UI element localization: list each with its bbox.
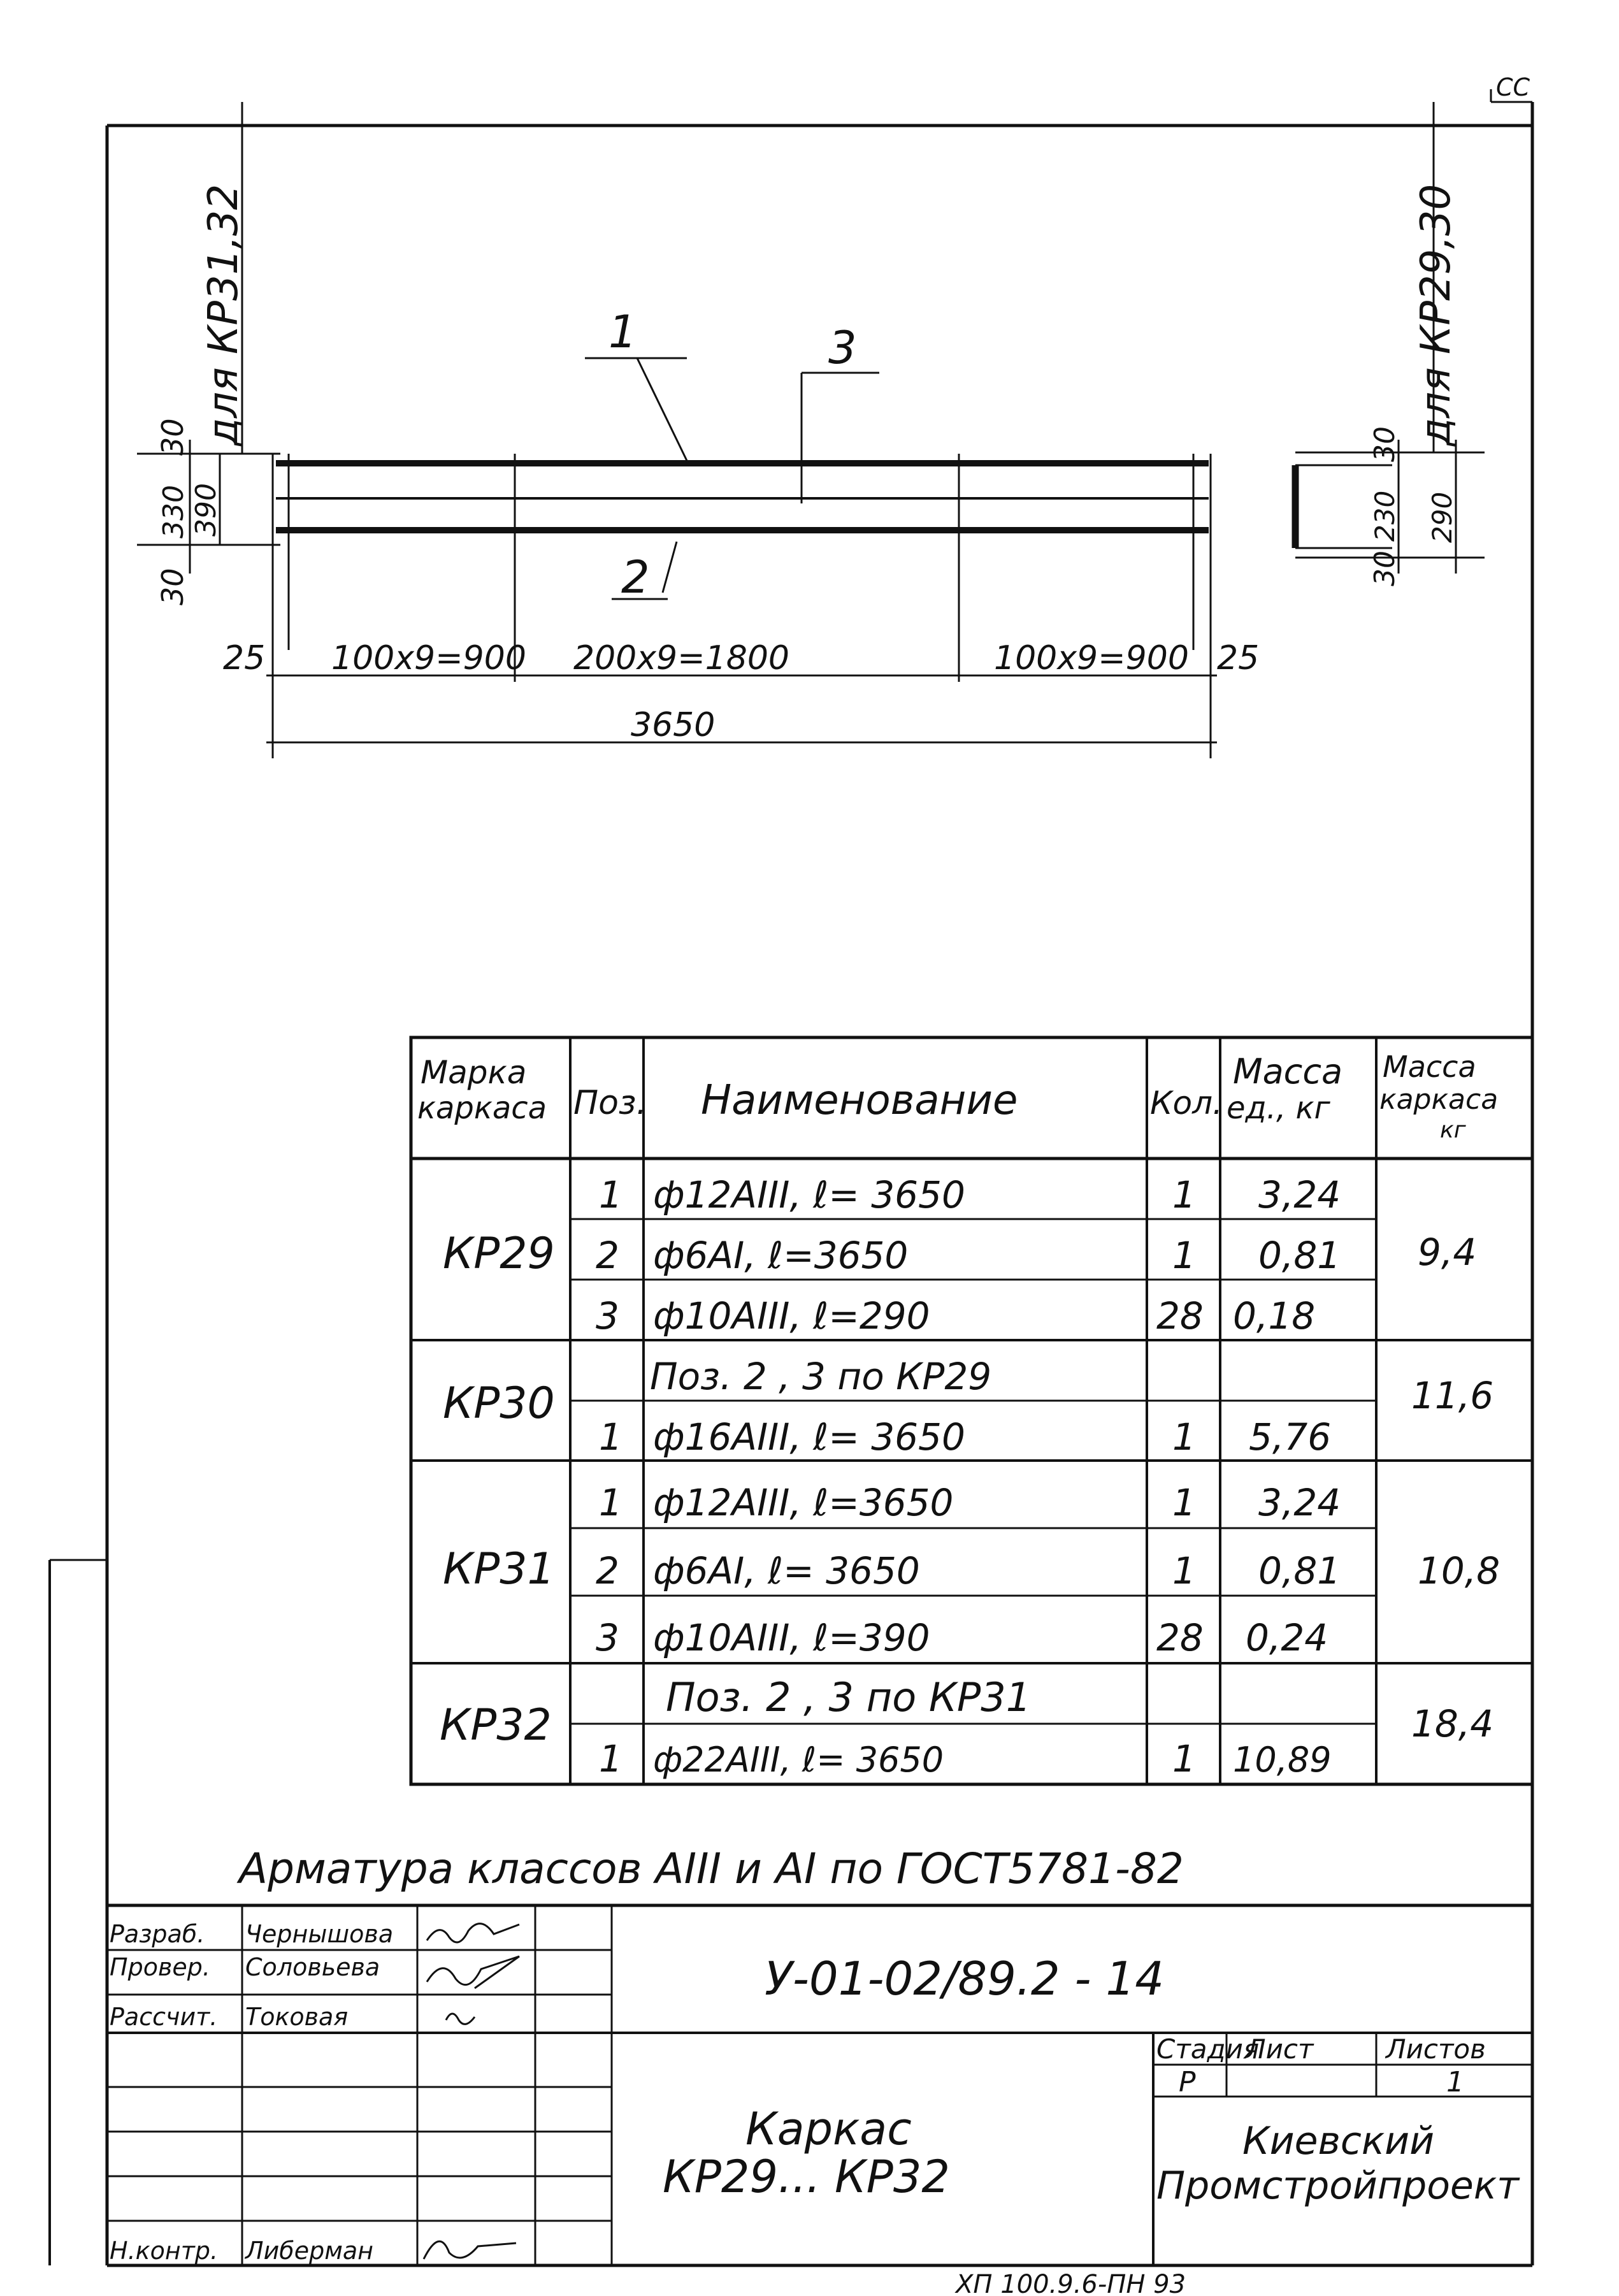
mark-kr29: КР29 [443, 1229, 555, 1279]
role-name: Чернышова [245, 1920, 394, 1948]
qty-cell: 1 [1172, 1234, 1196, 1277]
pos-cell: 3 [596, 1616, 619, 1659]
left-dim-30-top: 30 [155, 418, 190, 456]
mass-cell: 0,81 [1258, 1549, 1341, 1592]
pos-cell: 3 [596, 1294, 619, 1338]
footer-code: ХП 100.9.6-ПН 93 [956, 2270, 1186, 2296]
organization-line2: Промстройпроект [1156, 2163, 1520, 2208]
left-dim-390: 390 [190, 483, 222, 537]
title-line2: КР29... КР32 [663, 2151, 950, 2203]
role-name: Токовая [245, 2003, 349, 2031]
qty-cell: 28 [1156, 1616, 1204, 1659]
dim-25-right: 25 [1217, 639, 1260, 677]
mark-kr30: КР30 [443, 1378, 555, 1429]
total-mass-kr31: 10,8 [1418, 1549, 1500, 1592]
name-cell: ф16АIII, ℓ= 3650 [653, 1415, 965, 1459]
role-name: Либерман [245, 2237, 374, 2265]
mark-kr31: КР31 [443, 1544, 555, 1594]
stage-label: Стадия [1156, 2033, 1260, 2065]
header-frame-mass-line1: Масса [1383, 1050, 1476, 1084]
sheet-label: Лист [1246, 2033, 1314, 2065]
left-section-label: для КР31,32 [200, 184, 247, 446]
spec-table-lines [411, 1037, 1532, 1784]
reinforcement-note: Арматура классов АIII и АI по ГОСТ5781-82 [239, 1844, 1184, 1893]
right-section-label: для КР29,30 [1413, 184, 1460, 446]
qty-cell: 1 [1172, 1549, 1196, 1592]
document-code: У-01-02/89.2 - 14 [765, 1952, 1165, 2005]
dim-25-left: 25 [223, 639, 266, 677]
name-cell: ф12АIII, ℓ=3650 [653, 1481, 954, 1524]
header-frame-mass-line2: каркаса [1379, 1083, 1499, 1116]
role-label: Н.контр. [110, 2237, 219, 2265]
qty-cell: 28 [1156, 1294, 1204, 1338]
sheets-value: 1 [1446, 2066, 1464, 2098]
right-dim-30-top: 30 [1369, 426, 1401, 462]
pos-label-2: 2 [621, 551, 650, 603]
mass-cell: 0,24 [1246, 1616, 1328, 1659]
header-pos: Поз. [573, 1084, 647, 1122]
mass-cell: 0,81 [1258, 1234, 1341, 1277]
mass-cell: 5,76 [1249, 1415, 1332, 1459]
role-label: Рассчит. [110, 2003, 218, 2031]
name-cell: ф12АIII, ℓ= 3650 [653, 1173, 965, 1217]
mass-cell: 10,89 [1233, 1740, 1332, 1780]
segment-mid-dim: 200х9=1800 [573, 639, 790, 677]
title-line1: Каркас [745, 2103, 912, 2155]
stage-value: Р [1179, 2066, 1196, 2098]
pos-cell: 2 [596, 1234, 619, 1277]
mark-kr32: КР32 [440, 1700, 552, 1751]
pos-cell: 1 [599, 1173, 622, 1217]
qty-cell: 1 [1172, 1737, 1196, 1780]
name-cell: ф6АI, ℓ=3650 [653, 1234, 909, 1277]
right-dim-290: 290 [1427, 491, 1458, 543]
header-mark-line2: каркаса [417, 1090, 547, 1126]
pos-label-1: 1 [608, 306, 637, 358]
total-mass-kr29: 9,4 [1418, 1231, 1477, 1274]
name-cell: Поз. 2 , 3 по КР31 [666, 1674, 1032, 1721]
pos-cell: 1 [599, 1415, 622, 1459]
pos-cell: 2 [596, 1549, 619, 1592]
left-dim-330: 330 [157, 485, 190, 538]
name-cell: ф10АIII, ℓ=390 [653, 1616, 930, 1659]
role-label: Провер. [110, 1953, 210, 1981]
pos-cell: 1 [599, 1481, 622, 1524]
header-frame-mass-line3: кг [1440, 1117, 1466, 1143]
header-name: Наименование [701, 1077, 1018, 1124]
qty-cell: 1 [1172, 1481, 1196, 1524]
qty-cell: 1 [1172, 1415, 1196, 1459]
header-mark-line1: Марка [421, 1054, 527, 1091]
signatures [424, 1924, 519, 2259]
header-unit-mass-line2: ед., кг [1227, 1090, 1330, 1126]
corner-mark: СС [1496, 73, 1530, 101]
organization-line1: Киевский [1242, 2119, 1435, 2163]
left-dim-30-bottom: 30 [155, 568, 190, 605]
segment-right-dim: 100х9=900 [994, 639, 1189, 677]
header-qty: Кол. [1150, 1085, 1223, 1122]
mass-cell: 0,18 [1233, 1294, 1316, 1338]
total-mass-kr30: 11,6 [1411, 1374, 1494, 1417]
name-cell: ф6АI, ℓ= 3650 [653, 1549, 920, 1592]
right-dim-30-bottom: 30 [1369, 551, 1401, 586]
name-cell: ф22АIII, ℓ= 3650 [653, 1740, 944, 1780]
segment-left-dim: 100х9=900 [331, 639, 526, 677]
pos-label-3: 3 [828, 322, 857, 374]
name-cell: ф10АIII, ℓ=290 [653, 1294, 930, 1338]
total-mass-kr32: 18,4 [1411, 1702, 1494, 1745]
mass-cell: 3,24 [1258, 1173, 1341, 1217]
name-cell: Поз. 2 , 3 по КР29 [650, 1355, 992, 1398]
total-length-dim: 3650 [631, 706, 716, 744]
qty-cell: 1 [1172, 1173, 1196, 1217]
pos-cell: 1 [599, 1737, 622, 1780]
mass-cell: 3,24 [1258, 1481, 1341, 1524]
right-dim-230: 230 [1369, 490, 1400, 542]
header-unit-mass-line1: Масса [1233, 1051, 1343, 1092]
sheets-label: Листов [1386, 2033, 1486, 2065]
role-label: Разраб. [110, 1920, 205, 1948]
role-name: Соловьева [245, 1953, 380, 1981]
